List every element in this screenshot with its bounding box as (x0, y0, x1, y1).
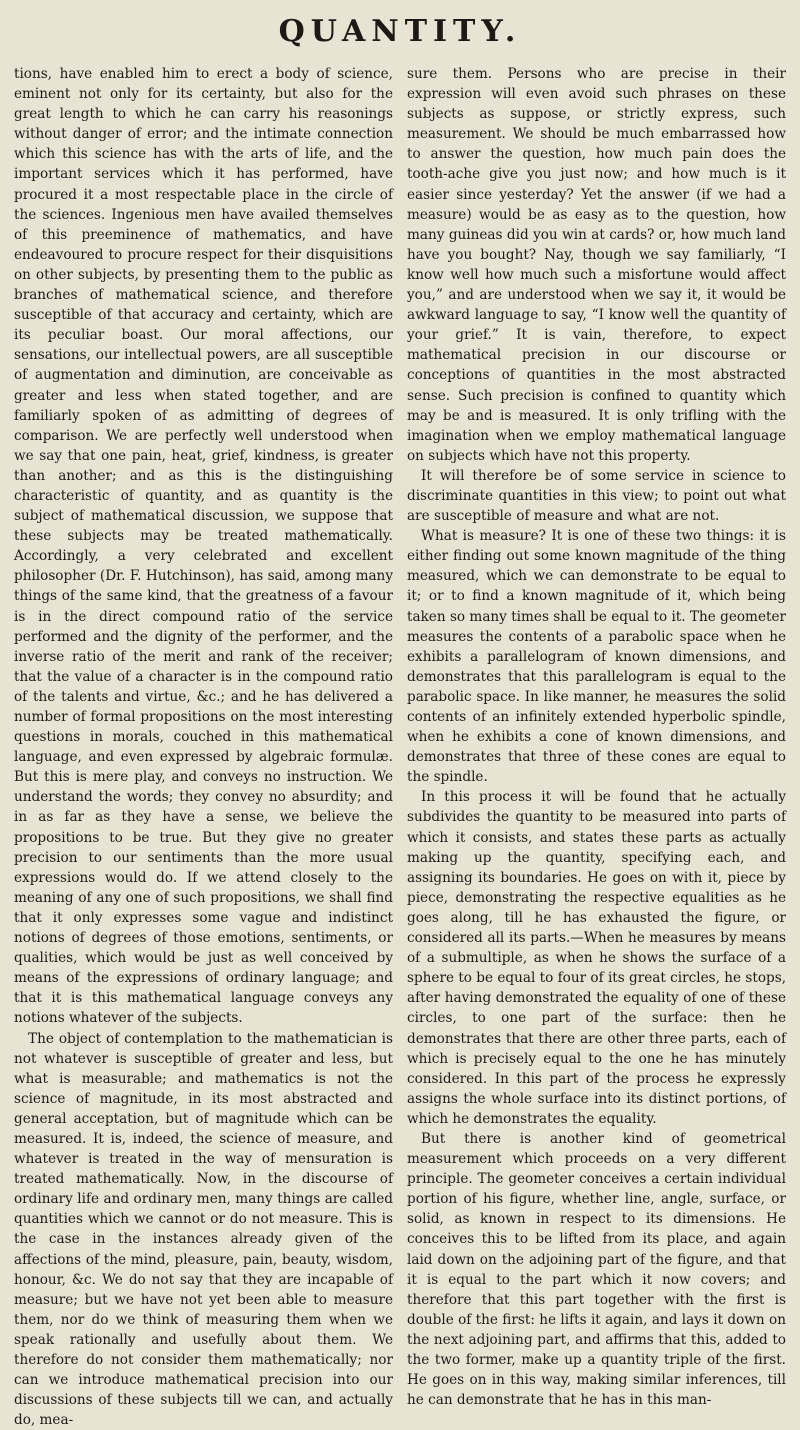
right-column (407, 64, 786, 1430)
left-column (14, 64, 393, 1430)
text-columns (14, 64, 786, 1430)
left-paragraph-2: The object of contemplation to the mathematician is not whatever is susceptible of greater and less, but what is measurable; and mathematics is not the science of magnitude, in its most abstracted and general acceptation, but of magnitude which can be measured. It is, indeed, the science of measure, and whatever is treated in the way of mensuration is treated mathematically. Now, in the discourse of ordinary life and ordinary men, many things are called quantities which we cannot or do not measure. This is the case in the instances already given of the affections of the mind, pleasure, pain, beauty, wisdom, honour, &c. We do not say that they are incapable of measure; but we have not yet been able to measure them, nor do we think of measuring them when we speak rationally and usefully about them. We therefore do not consider them mathematically; nor can we introduce mathematical precision into our discussions of these subjects till we can, and actually do, mea- (14, 1029, 393, 1430)
left-paragraph-1: tions, have enabled him to erect a body of science, eminent not only for its certainty, but also for the great length to which he can carry his reasonings without danger of error; and the intimate connection which this science has with the arts of life, and the important services which it has performed, have procured it a most respectable place in the circle of the sciences. Ingenious men have availed themselves of this preeminence of mathematics, and have endeavoured to procure respect for their disquisitions on other subjects, by presenting them to the public as branches of mathematical science, and therefore susceptible of that accuracy and certainty, which are its peculiar boast. Our moral affections, our sensations, our intellectual powers, are all susceptible of augmentation and diminution, are conceivable as greater and less when stated together, and are familiarly spoken of as admitting of degrees of comparison. We are perfectly well understood when we say that one pain, heat, grief, kindness, is greater than another; and as this is the distinguishing characteristic of quantity, and as quantity is the subject of mathematical discussion, we suppose that these subjects may be treated mathematically. Accordingly, a very celebrated and excellent philosopher (Dr. F. Hutchinson), has said, among many things of the same kind, that the greatness of a favour is in the direct compound ratio of the service performed and the dignity of the performer, and the inverse ratio of the merit and rank of the receiver; that the value of a character is in the compound ratio of the talents and virtue, &c.; and he has delivered a number of formal propositions on the most interesting questions in morals, couched in this mathematical language, and even expressed by algebraic formulæ. But this is mere play, and conveys no instruction. We understand the words; they convey no absurdity; and in as far as they have a sense, we believe the propositions to be true. But they give no greater precision to our sentiments than the more usual expressions would do. If we attend closely to the meaning of any one of such propositions, we shall find that it only expresses some vague and indistinct notions of degrees of those emotions, sentiments, or qualities, which would be just as well conceived by means of the expressions of ordinary language; and that it is this mathematical language conveys any notions whatever of the subjects. (14, 64, 393, 1029)
right-paragraph-1: sure them. Persons who are precise in their expression will even avoid such phrases on these subjects as suppose, or strictly express, such measurement. We should be much embarrassed how to answer the question, how much pain does the tooth-ache give you just now; and how much is it easier since yesterday? Yet the answer (if we had a measure) would be as easy as to the question, how many guineas did you win at cards? or, how much land have you bought? Nay, though we say familiarly, “I know well how much such a misfortune would affect you,” and are understood when we say it, it would be awkward language to say, “I know well the quantity of your grief.” It is vain, therefore, to expect mathematical precision in our discourse or conceptions of quantities in the most abstracted sense. Such precision is confined to quantity which may be and is measured. It is only trifling with the imagination when we employ mathematical language on subjects which have not this property. (407, 64, 786, 466)
right-paragraph-5: But there is another kind of geometrical measurement which proceeds on a very different principle. The geometer conceives a certain individual portion of his figure, whether line, angle, surface, or solid, as known in respect to its dimensions. He conceives this to be lifted from its place, and again laid down on the adjoining part of the figure, and that it is equal to the part which it now covers; and therefore that this part together with the first is double of the first: he lifts it again, and lays it down on the next adjoining part, and affirms that this, added to the two former, make up a quantity triple of the first. He goes on in this way, making similar inferences, till he can demonstrate that he has in this man- (407, 1129, 786, 1410)
right-paragraph-4: In this process it will be found that he actually subdivides the quantity to be measured into parts of which it consists, and states these parts as actually making up the quantity, specifying each, and assigning its boundaries. He goes on with it, piece by piece, demonstrating the respective equalities as he goes along, till he has exhausted the figure, or considered all its parts.—When he measures by means of a submultiple, as when he shows the surface of a sphere to be equal to four of its great circles, he stops, after having demonstrated the equality of one of these circles, to one part of the surface: then he demonstrates that there are other three parts, each of which is precisely equal to the one he has minutely considered. In this part of the process he expressly assigns the whole surface into its distinct portions, of which he demonstrates the equality. (407, 787, 786, 1129)
right-paragraph-2: It will therefore be of some service in science to discriminate quantities in this view; to point out what are susceptible of measure and what are not. (407, 466, 786, 526)
running-head: QUANTITY. (14, 8, 786, 56)
right-paragraph-3: What is measure? It is one of these two things: it is either finding out some known magnitude of the thing measured, which we can demonstrate to be equal to it; or to find a known magnitude of it, which being taken so many times shall be equal to it. The geometer measures the contents of a parabolic space when he exhibits a parallelogram of known dimensions, and demonstrates that this parallelogram is equal to the parabolic space. In like manner, he measures the solid contents of an infinitely extended hyperbolic spindle, when he exhibits a cone of known dimensions, and demonstrates that three of these cones are equal to the spindle. (407, 526, 786, 787)
